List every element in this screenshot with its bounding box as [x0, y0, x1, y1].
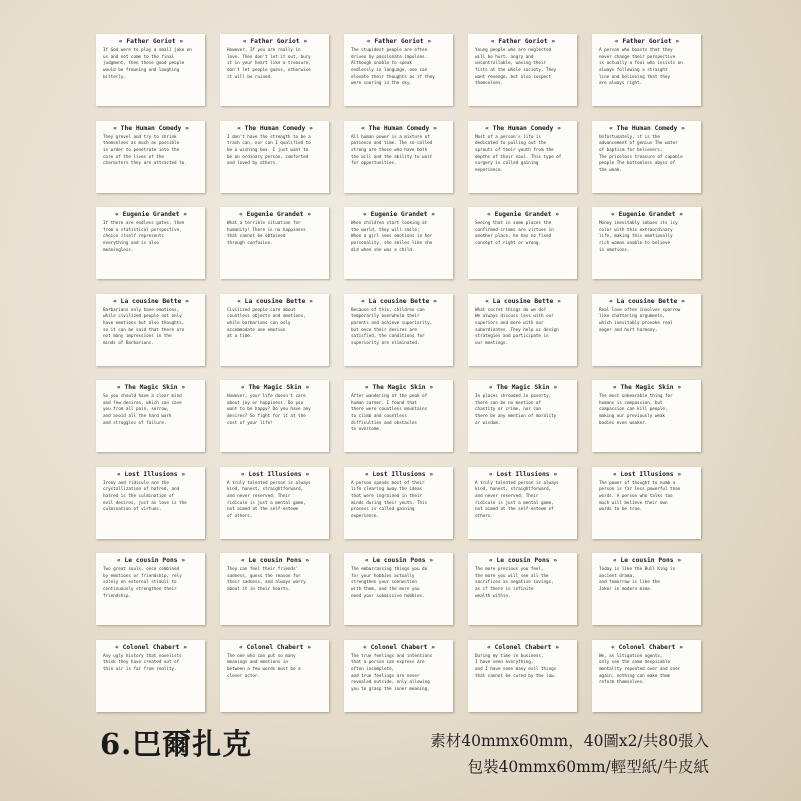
card-grid: [96, 34, 701, 712]
card-quote: Today is like the Bull King in ancient drama, and tomorrow is like the Joker in modern mime.: [599, 567, 676, 593]
card-quote: All human power is a mixture of patience and time. The so-called strong are those who have both the will and the ability to wait for opportunities.: [351, 134, 433, 167]
quote-card: [468, 294, 577, 366]
quote-card: [96, 640, 205, 712]
quote-card: [220, 294, 329, 366]
quote-card: [96, 467, 205, 539]
quote-card: [468, 207, 577, 279]
quote-card: [592, 34, 701, 106]
card-quote: A truly talented person is always kind, honest, straightforward, and never reserved; Their ridicule is just a mental game, not aimed at the self-esteem of others.: [227, 480, 311, 519]
quote-card: [344, 294, 453, 366]
card-quote: During my time in business, I have seen everything, and I have seen many evil things that cannot be cured by the law.: [475, 653, 557, 679]
card-title: « Le cousin Pons »: [240, 557, 310, 564]
product-title: 6.巴爾扎克: [100, 727, 253, 761]
quote-card: [220, 640, 329, 712]
card-title: « Colonel Chabert »: [610, 643, 684, 651]
quote-card: [220, 121, 329, 193]
card-quote: After wandering at the peak of human career, I found that there were countless mountains to climb and countless difficulties and obstacles to overcome.: [351, 394, 428, 433]
quote-card: [468, 121, 577, 193]
quote-card: [344, 207, 453, 279]
quote-card: [592, 380, 701, 452]
card-title: « Colonel Chabert »: [114, 643, 188, 651]
card-quote: When children start looking at the world, they will smile; When a girl sees emotions in her personality, she smiles like she did when she was a child.: [351, 221, 433, 253]
quote-card: [468, 467, 577, 539]
card-quote: The power of thought to numb a person is far less powerful than words. A person who talks too much will believe their own words to be true.: [599, 480, 681, 513]
quote-card: [344, 121, 453, 193]
card-title: « Le cousin Pons »: [116, 557, 186, 564]
card-quote: The true feelings and intentions that a person can express are often incomplete, and true feelings are never revealed outside, only allowing you to grasp the inner meaning.: [351, 653, 433, 692]
card-title: « The Magic Skin »: [364, 384, 434, 391]
quote-card: [592, 121, 701, 193]
card-title: « Lost Illusions »: [240, 470, 310, 478]
card-title: « Lost Illusions »: [488, 470, 558, 478]
card-quote: They grovel and try to shrink themselves as much as possible in order to penetrate into the core of the lives of the characters they are attracted to.: [103, 134, 187, 167]
card-title: « Father Goriot »: [118, 38, 184, 45]
card-title: « Eugenie Grandet »: [610, 211, 684, 218]
card-title: « The Magic Skin »: [116, 384, 186, 391]
card-title: « La cousine Bette »: [609, 297, 685, 305]
quote-card: [96, 34, 205, 106]
card-quote: Unfortunately, it is the advancement of genius The water of baptism for believers; The priceless treasure of capable people The bottomless abyss of the weak.: [599, 134, 683, 173]
quote-card: [220, 467, 329, 539]
card-title: « Eugenie Grandet »: [486, 211, 560, 218]
card-title: « Father Goriot »: [490, 38, 556, 45]
quote-card: [344, 467, 453, 539]
card-quote: A person spends most of their life clearing away the ideas that were ingrained in their minds during their youth. This process is called gaining experience.: [351, 480, 428, 519]
card-quote: The more precious you feel, the more you will see all the sacrifices as negative savings, as if there is infinite wealth within.: [475, 567, 554, 599]
card-quote: If God were to play a small joke on us and not come to the final judgment, then these good people would be frowning and laughing bitterly.: [103, 48, 192, 80]
card-title: « Lost Illusions »: [612, 470, 682, 478]
card-quote: Two great souls, once combined by emotions or friendship, rely solely on external stimuli to continuously strengthen their friendship.: [103, 567, 182, 599]
card-title: « Father Goriot »: [614, 38, 680, 45]
card-quote: A person who boasts that they never change their perspective is actually a fool who insists on always following a straight line and believing that they are always right.: [599, 48, 683, 87]
card-quote: Most of a person's life is dedicated to pulling out the sprouts of their youth from the depths of their soul. This type of surgery is called gaining experience.: [475, 134, 562, 173]
card-title: « Le cousin Pons »: [488, 557, 558, 564]
card-title: « The Magic Skin »: [488, 384, 558, 391]
quote-card: [220, 380, 329, 452]
quote-card: [468, 380, 577, 452]
card-quote: What secret things do we do? We always discuss less with our superiors and more with our subordinates. They help us design strategies and participate in our meetings.: [475, 307, 559, 346]
card-title: « The Magic Skin »: [612, 384, 682, 391]
quote-card: [592, 553, 701, 625]
card-title: « Father Goriot »: [366, 38, 432, 45]
quote-card: [96, 380, 205, 452]
quote-card: [592, 640, 701, 712]
card-quote: Young people who are neglected will be hurt, angry and uncontrollable, waving their fists at the whole society. They want revenge, but also suspect themselves.: [475, 48, 557, 87]
card-quote: The embarrassing things you do for your hobbies actually strengthen your connection with them, and the more you need your submissive hobbies.: [351, 567, 428, 599]
card-title: « La cousine Bette »: [113, 297, 189, 305]
card-title: « Colonel Chabert »: [486, 643, 560, 651]
card-title: « La cousine Bette »: [485, 297, 561, 305]
quote-card: [468, 34, 577, 106]
card-title: « The Human Comedy »: [113, 124, 189, 132]
card-quote: However, If you are really in love. Then don't let it out, bury it in your heart like a treasure, don't let people guess, otherwise it will be ruined.: [227, 48, 311, 80]
card-quote: What a terrible situation for humanity! There is no happiness that cannot be obtained through confusion.: [227, 221, 306, 247]
quote-card: [468, 640, 577, 712]
card-quote: Any ugly history that novelists think they have created out of thin air is far from reality.: [103, 653, 182, 672]
quote-card: [592, 467, 701, 539]
quote-card: [592, 294, 701, 366]
card-quote: We, as litigation agents, only see the same despicable mentality repeated over and over again, nothing can make them reform themselves.: [599, 653, 681, 686]
quote-card: [96, 207, 205, 279]
card-quote: So you should have a clear mind and few desires, which can save you from all pain, sorrow, and avoid all the hard work and struggles of failure.: [103, 394, 182, 426]
card-quote: If there are endless gates, then from a statistical perspective, choice itself represents everything and is also meaningless.: [103, 221, 185, 253]
quote-card: [592, 207, 701, 279]
card-quote: Real love often involves sparrow like chattering arguments, which inevitably provoke real anger and hurt harmony.: [599, 307, 681, 333]
card-quote: The one who can put so many meanings and emotions in between a few words must be a clever actor.: [227, 653, 301, 679]
card-title: « Eugenie Grandet »: [362, 211, 436, 218]
card-title: « Colonel Chabert »: [238, 643, 312, 651]
card-quote: A truly talented person is always kind, honest, straightforward, and never reserved; Their ridicule is just a mental game, not aimed at the self-esteem of others.: [475, 480, 559, 519]
card-title: « La cousine Bette »: [361, 297, 437, 305]
quote-card: [220, 207, 329, 279]
card-quote: The most unbearable thing for humans is compassion, but compassion can kill people, making our previously weak bodies even weaker.: [599, 394, 673, 426]
card-quote: However, your life doesn't care about joy or happiness. Do you want to be happy? Do you have any desires? So fight for it at the cost of your life!: [227, 394, 311, 426]
quote-card: [344, 640, 453, 712]
quote-card: [344, 34, 453, 106]
quote-card: [468, 553, 577, 625]
card-title: « The Magic Skin »: [240, 384, 310, 391]
card-title: « Eugenie Grandet »: [114, 211, 188, 218]
card-title: « La cousine Bette »: [237, 297, 313, 305]
card-quote: They can feel their friends' sadness, guess the reason for their sadness, and always worry about it in their hearts.: [227, 567, 306, 593]
quote-card: [96, 294, 205, 366]
card-title: « Le cousin Pons »: [612, 557, 682, 564]
spec-line-2: 包裝40mmx60mm/輕型紙/牛皮紙: [467, 758, 709, 776]
quote-card: [96, 121, 205, 193]
card-title: « Colonel Chabert »: [362, 643, 436, 651]
quote-card: [344, 380, 453, 452]
card-title: « Lost Illusions »: [364, 470, 434, 478]
quote-card: [220, 553, 329, 625]
card-quote: The stupidest people are often driven by passionate impulses. Although unable to speak endlessly in language, one can elevate their thoughts as if they were soaring in the sky.: [351, 48, 435, 87]
card-title: « The Human Comedy »: [485, 124, 561, 132]
card-title: « Le cousin Pons »: [364, 557, 434, 564]
card-title: « The Human Comedy »: [609, 124, 685, 132]
quote-card: [344, 553, 453, 625]
quote-card: [96, 553, 205, 625]
quote-card: [220, 34, 329, 106]
card-title: « Eugenie Grandet »: [238, 211, 312, 218]
card-title: « Lost Illusions »: [116, 470, 186, 478]
card-title: « The Human Comedy »: [361, 124, 437, 132]
card-quote: I don't have the strength to be a trash can, nor can I qualified to be a wishing box. I just want to be an ordinary person, comforted and loved by others.: [227, 134, 311, 167]
card-quote: Irony and ridicule are the crystallization of hatred, and hatred is the culmination of evil desires, just as love is the culmination of virtues.: [103, 480, 187, 513]
card-title: « Father Goriot »: [242, 38, 308, 45]
card-quote: Civilized people care about countless objects and emotions, while barbarians can only accommodate one emotion at a time.: [227, 307, 306, 340]
card-quote: Because of this, children can temporarily overwhelm their parents and achieve superiority, but once their desires are satisfied, the conditions for superiority are eliminated.: [351, 307, 433, 346]
card-quote: Barbarians only have emotions, while civilized people not only have emotions but also thoughts, so it can be said that there are not many impressions in the minds of Barbarians.: [103, 307, 185, 346]
card-title: « The Human Comedy »: [237, 124, 313, 132]
card-quote: Seeing that in some places the confirmed crimes are virtues in another place, he has no fixed concept of right or wrong.: [475, 221, 554, 247]
card-quote: Money inevitably imbues its icy color with this extraordinary life, making this emotionally rich woman unable to believe in emotions.: [599, 221, 678, 253]
spec-line-1: 素材40mmx60mm，40圖x2/共80張入: [430, 732, 709, 750]
card-quote: In places shrouded in poverty, there can be no mention of chastity or crime, nor can there be any mention of morality or wisdom.: [475, 394, 557, 426]
